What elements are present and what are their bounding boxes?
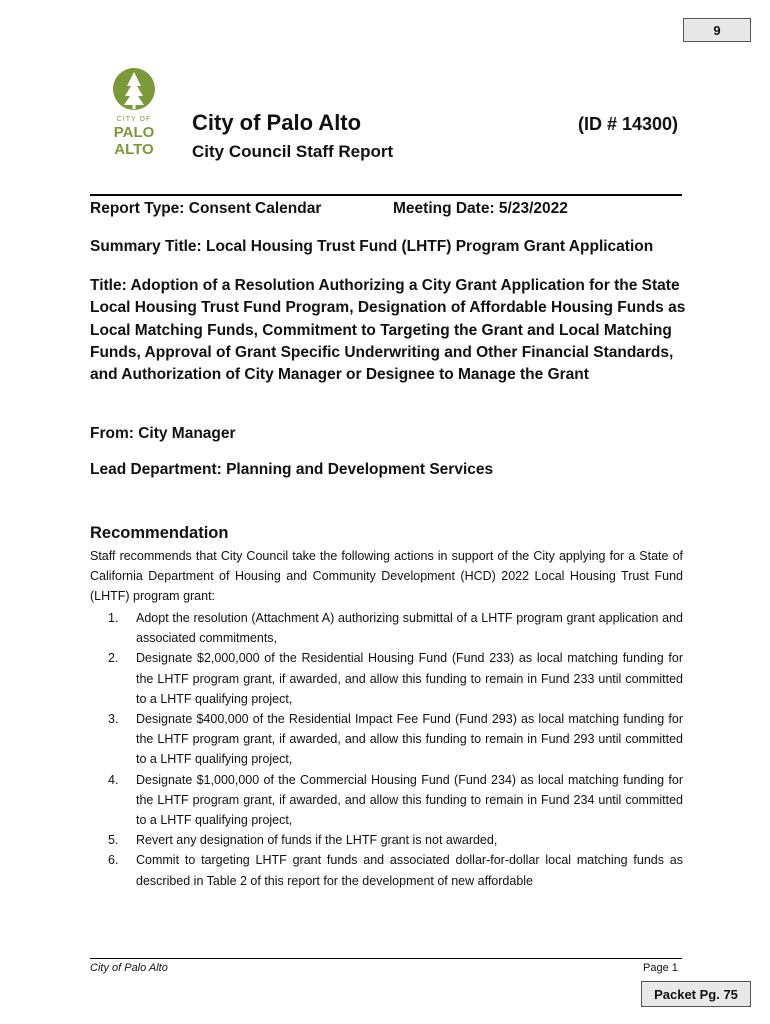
city-logo <box>108 66 160 158</box>
footer-city: City of Palo Alto <box>90 962 168 974</box>
meeting-date: Meeting Date: 5/23/2022 <box>393 200 568 217</box>
recommendation-intro: Staff recommends that City Council take the following actions in support of the City applying for a State of California Department of Housing and Community Development (HCD) 2022 Local Housing Trust Fund (LHTF) program grant: <box>90 549 683 603</box>
footer-page: Page 1 <box>643 962 678 974</box>
list-item: 2. Designate $2,000,000 of the Residential Housing Fund (Fund 233) as local matching funding for the LHTF program grant, if awarded, and allow this funding to remain in Fund 233 until committed to a LHTF qualifying project, <box>108 651 683 706</box>
list-item: 5. Revert any designation of funds if the LHTF grant is not awarded, <box>108 833 498 848</box>
recommendation-list <box>108 608 683 891</box>
list-item: 1. Adopt the resolution (Attachment A) authorizing submittal of a LHTF program grant application and associated commitments, <box>108 611 683 646</box>
footer-divider <box>90 958 682 959</box>
logo-line1: CITY OF <box>116 116 152 123</box>
page-number-badge: 9 <box>683 18 751 42</box>
logo-line3: ALTO <box>114 141 154 158</box>
page-title: City of Palo Alto <box>192 110 362 135</box>
lead-department: Lead Department: Planning and Development Services <box>90 461 494 478</box>
report-title: Title: Adoption of a Resolution Authorizing a City Grant Application for the State Local Housing Trust Fund Program, Designation of Affordable Housing Funds as Local Matching Funds, Commitment to Targeting the Grant and Local Matching Funds, Approval of Grant Specific Underwriting and Other Financial Standards, and Authorization of City Manager or Designee to Manage the Grant <box>90 277 686 384</box>
header-divider <box>90 194 682 196</box>
list-item: 6. Commit to targeting LHTF grant funds and associated dollar-for-dollar local matching funds as described in Table 2 of this report for the development of new affordable <box>108 853 683 888</box>
from-line: From: City Manager <box>90 425 236 442</box>
recommendation-heading: Recommendation <box>90 524 229 542</box>
report-subtitle: City Council Staff Report <box>192 142 394 161</box>
report-type: Report Type: Consent Calendar <box>90 200 322 217</box>
logo-line2: PALO <box>113 124 155 141</box>
packet-page-badge: Packet Pg. 75 <box>641 981 751 1007</box>
list-item: 3. Designate $400,000 of the Residential Impact Fee Fund (Fund 293) as local matching funding for the LHTF program grant, if awarded, and allow this funding to remain in Fund 293 until committed to a LHTF qualifying project, <box>108 712 683 767</box>
summary-title: Summary Title: Local Housing Trust Fund (LHTF) Program Grant Application <box>90 238 654 255</box>
list-item: 4. Designate $1,000,000 of the Commercial Housing Fund (Fund 234) as local matching funding for the LHTF program grant, if awarded, and allow this funding to remain in Fund 234 until committed to a LHTF qualifying project, <box>108 772 683 828</box>
report-id: (ID # 14300) <box>578 114 679 134</box>
